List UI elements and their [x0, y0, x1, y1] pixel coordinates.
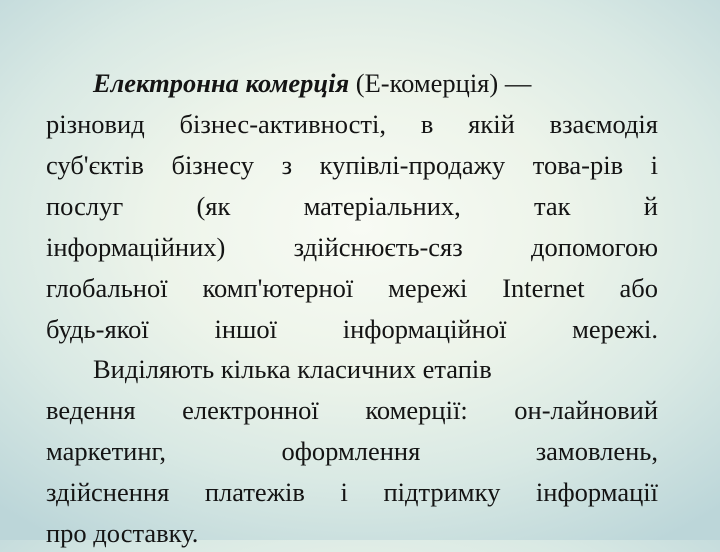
paragraph-2-line-1: Виділяють кілька класичних етапів — [93, 354, 492, 384]
paragraph-1-line-2: різновид бізнес-активності, в якій взаємодія — [46, 109, 658, 139]
slide-text-body — [46, 30, 658, 548]
paragraph-2-line-2: ведення електронної комерції: он-лайновий — [46, 395, 658, 425]
paragraph-1-line-6: глобальної комп'ютерної мережі Internet або — [46, 273, 658, 303]
paragraph-1-line-1-rest: (Е-комерція) — — [349, 68, 532, 98]
paragraph-2-line-5: про доставку. — [46, 518, 199, 548]
paragraph-1-line-5: інформаційних) здійснюєть-сяз допомогою — [46, 232, 658, 262]
paragraph-1-line-4: послуг (як матеріальних, так й — [46, 191, 658, 221]
paragraph-1-line-1 — [46, 64, 658, 102]
paragraph-1-line-3: суб'єктів бізнесу з купівлі-продажу това-рів і — [46, 150, 658, 180]
paragraph-2-line-4: здійснення платежів і підтримку інформації — [46, 477, 658, 507]
paragraph-1-line-7: будь-якої іншої інформаційної мережі. — [46, 314, 658, 344]
paragraph-2-line-3: маркетинг, оформлення замовлень, — [46, 436, 658, 466]
term-electronic-commerce: Електронна комерція — [93, 68, 350, 98]
